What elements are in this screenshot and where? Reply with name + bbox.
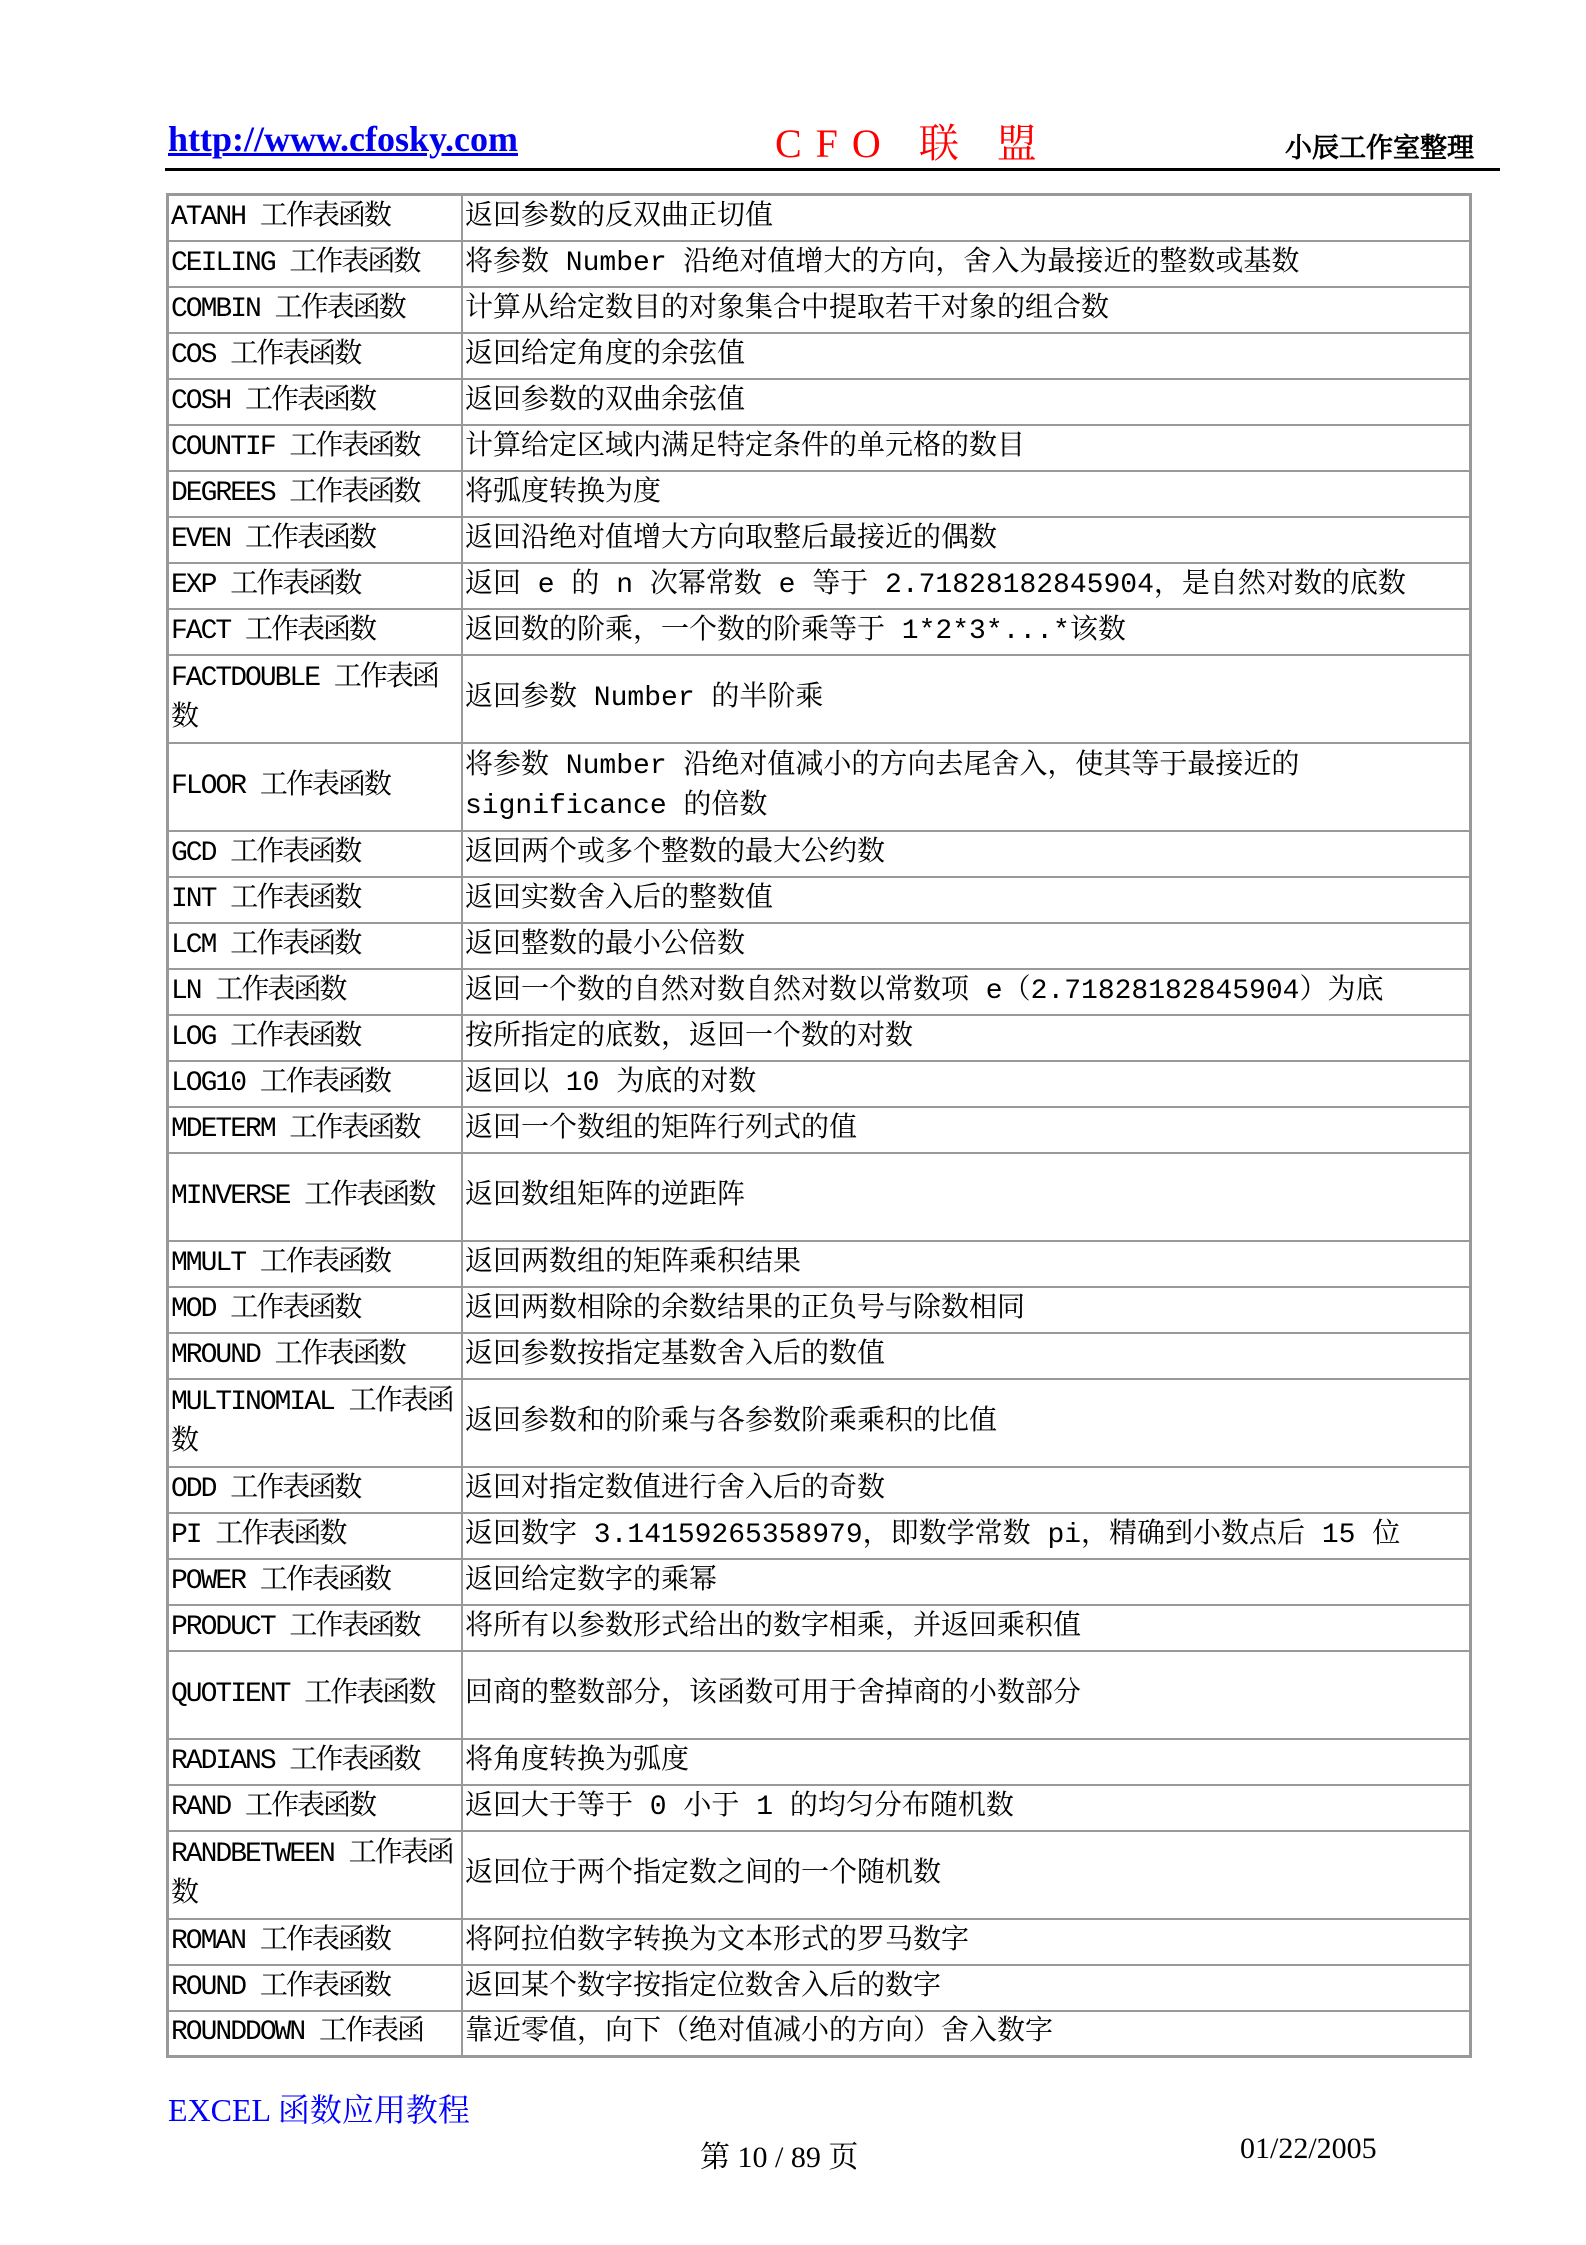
function-description: 将所有以参数形式给出的数字相乘，并返回乘积值 <box>462 1605 1471 1651</box>
table-row <box>168 743 1471 831</box>
table-row <box>168 425 1471 471</box>
table-row <box>168 1107 1471 1153</box>
function-description: 将弧度转换为度 <box>462 471 1471 517</box>
function-name: DEGREES 工作表函数 <box>168 471 463 517</box>
function-description: 返回位于两个指定数之间的一个随机数 <box>462 1831 1471 1919</box>
table-row <box>168 831 1471 877</box>
function-description: 返回整数的最小公倍数 <box>462 923 1471 969</box>
function-description: 返回一个数组的矩阵行列式的值 <box>462 1107 1471 1153</box>
function-description: 返回大于等于 0 小于 1 的均匀分布随机数 <box>462 1785 1471 1831</box>
function-name: MMULT 工作表函数 <box>168 1241 463 1287</box>
table-row <box>168 1015 1471 1061</box>
table-row <box>168 969 1471 1015</box>
function-description: 返回两数组的矩阵乘积结果 <box>462 1241 1471 1287</box>
table-row <box>168 195 1471 241</box>
function-name: CEILING 工作表函数 <box>168 241 463 287</box>
function-description: 返回 e 的 n 次幂常数 e 等于 2.71828182845904，是自然对数的底数 <box>462 563 1471 609</box>
table-row <box>168 1467 1471 1513</box>
function-name: FACT 工作表函数 <box>168 609 463 655</box>
table-row <box>168 923 1471 969</box>
function-name: FACTDOUBLE 工作表函数 <box>168 655 463 743</box>
table-row <box>168 877 1471 923</box>
function-name: COMBIN 工作表函数 <box>168 287 463 333</box>
function-name: PRODUCT 工作表函数 <box>168 1605 463 1651</box>
function-name: QUOTIENT 工作表函数 <box>168 1651 463 1739</box>
function-name: COSH 工作表函数 <box>168 379 463 425</box>
table-row <box>168 1785 1471 1831</box>
table-row <box>168 1919 1471 1965</box>
function-name: ROUND 工作表函数 <box>168 1965 463 2011</box>
function-name: ROMAN 工作表函数 <box>168 1919 463 1965</box>
function-name: COS 工作表函数 <box>168 333 463 379</box>
function-description: 将角度转换为弧度 <box>462 1739 1471 1785</box>
function-description: 返回两个或多个整数的最大公约数 <box>462 831 1471 877</box>
function-name: GCD 工作表函数 <box>168 831 463 877</box>
function-description: 返回参数的双曲余弦值 <box>462 379 1471 425</box>
site-link[interactable]: http://www.cfosky.com <box>168 119 518 159</box>
table-row <box>168 1651 1471 1739</box>
function-name: MINVERSE 工作表函数 <box>168 1153 463 1241</box>
function-name: MROUND 工作表函数 <box>168 1333 463 1379</box>
function-description: 靠近零值，向下（绝对值减小的方向）舍入数字 <box>462 2011 1471 2057</box>
function-name: ODD 工作表函数 <box>168 1467 463 1513</box>
function-name: LN 工作表函数 <box>168 969 463 1015</box>
function-description: 将阿拉伯数字转换为文本形式的罗马数字 <box>462 1919 1471 1965</box>
table-row <box>168 1513 1471 1559</box>
function-name: MDETERM 工作表函数 <box>168 1107 463 1153</box>
function-description: 返回沿绝对值增大方向取整后最接近的偶数 <box>462 517 1471 563</box>
function-description: 返回对指定数值进行舍入后的奇数 <box>462 1467 1471 1513</box>
function-description: 计算给定区域内满足特定条件的单元格的数目 <box>462 425 1471 471</box>
function-name: EVEN 工作表函数 <box>168 517 463 563</box>
table-row <box>168 2011 1471 2057</box>
function-description: 返回一个数的自然对数自然对数以常数项 e（2.71828182845904）为底 <box>462 969 1471 1015</box>
function-description: 返回某个数字按指定位数舍入后的数字 <box>462 1965 1471 2011</box>
table-row <box>168 1379 1471 1467</box>
function-name: PI 工作表函数 <box>168 1513 463 1559</box>
function-description: 返回给定角度的余弦值 <box>462 333 1471 379</box>
function-name: MOD 工作表函数 <box>168 1287 463 1333</box>
table-row <box>168 609 1471 655</box>
table-row <box>168 333 1471 379</box>
function-description: 返回给定数字的乘幂 <box>462 1559 1471 1605</box>
function-name: POWER 工作表函数 <box>168 1559 463 1605</box>
function-name: RANDBETWEEN 工作表函数 <box>168 1831 463 1919</box>
table-row <box>168 1965 1471 2011</box>
footer-date: 01/22/2005 <box>1240 2132 1377 2165</box>
function-description: 计算从给定数目的对象集合中提取若干对象的组合数 <box>462 287 1471 333</box>
table-row <box>168 1287 1471 1333</box>
function-description: 返回参数 Number 的半阶乘 <box>462 655 1471 743</box>
function-description: 返回参数和的阶乘与各参数阶乘乘积的比值 <box>462 1379 1471 1467</box>
table-row <box>168 1831 1471 1919</box>
table-row <box>168 241 1471 287</box>
page-number: 第 10 / 89 页 <box>700 2141 859 2174</box>
table-row <box>168 517 1471 563</box>
function-name: COUNTIF 工作表函数 <box>168 425 463 471</box>
function-description: 返回数组矩阵的逆距阵 <box>462 1153 1471 1241</box>
function-name: MULTINOMIAL 工作表函数 <box>168 1379 463 1467</box>
function-name: RAND 工作表函数 <box>168 1785 463 1831</box>
function-description: 将参数 Number 沿绝对值减小的方向去尾舍入，使其等于最接近的 significance 的倍数 <box>462 743 1471 831</box>
function-name: FLOOR 工作表函数 <box>168 743 463 831</box>
function-name: RADIANS 工作表函数 <box>168 1739 463 1785</box>
function-table <box>166 193 1472 2058</box>
function-name: LOG10 工作表函数 <box>168 1061 463 1107</box>
table-row <box>168 1559 1471 1605</box>
function-description: 返回数的阶乘，一个数的阶乘等于 1*2*3*...*该数 <box>462 609 1471 655</box>
function-description: 回商的整数部分，该函数可用于舍掉商的小数部分 <box>462 1651 1471 1739</box>
table-row <box>168 1739 1471 1785</box>
footer-doc-title: EXCEL 函数应用教程 <box>168 2092 470 2128</box>
function-description: 返回实数舍入后的整数值 <box>462 877 1471 923</box>
function-description: 按所指定的底数，返回一个数的对数 <box>462 1015 1471 1061</box>
table-row <box>168 379 1471 425</box>
function-name: LCM 工作表函数 <box>168 923 463 969</box>
table-row <box>168 563 1471 609</box>
function-name: INT 工作表函数 <box>168 877 463 923</box>
table-row <box>168 1241 1471 1287</box>
table-row <box>168 1333 1471 1379</box>
function-description: 返回参数的反双曲正切值 <box>462 195 1471 241</box>
function-description: 返回两数相除的余数结果的正负号与除数相同 <box>462 1287 1471 1333</box>
table-row <box>168 471 1471 517</box>
function-description: 返回数字 3.14159265358979，即数学常数 pi，精确到小数点后 15 位 <box>462 1513 1471 1559</box>
header-title: CFO 联 盟 <box>775 121 1051 166</box>
header-credit: 小辰工作室整理 <box>1285 133 1474 164</box>
function-description: 返回参数按指定基数舍入后的数值 <box>462 1333 1471 1379</box>
table-row <box>168 1605 1471 1651</box>
function-name: LOG 工作表函数 <box>168 1015 463 1061</box>
table-row <box>168 1153 1471 1241</box>
function-description: 返回以 10 为底的对数 <box>462 1061 1471 1107</box>
table-row <box>168 1061 1471 1107</box>
table-row <box>168 287 1471 333</box>
table-row <box>168 655 1471 743</box>
function-description: 将参数 Number 沿绝对值增大的方向，舍入为最接近的整数或基数 <box>462 241 1471 287</box>
function-name: ROUNDDOWN 工作表函 <box>168 2011 463 2057</box>
function-name: ATANH 工作表函数 <box>168 195 463 241</box>
function-name: EXP 工作表函数 <box>168 563 463 609</box>
header-divider <box>165 168 1500 171</box>
